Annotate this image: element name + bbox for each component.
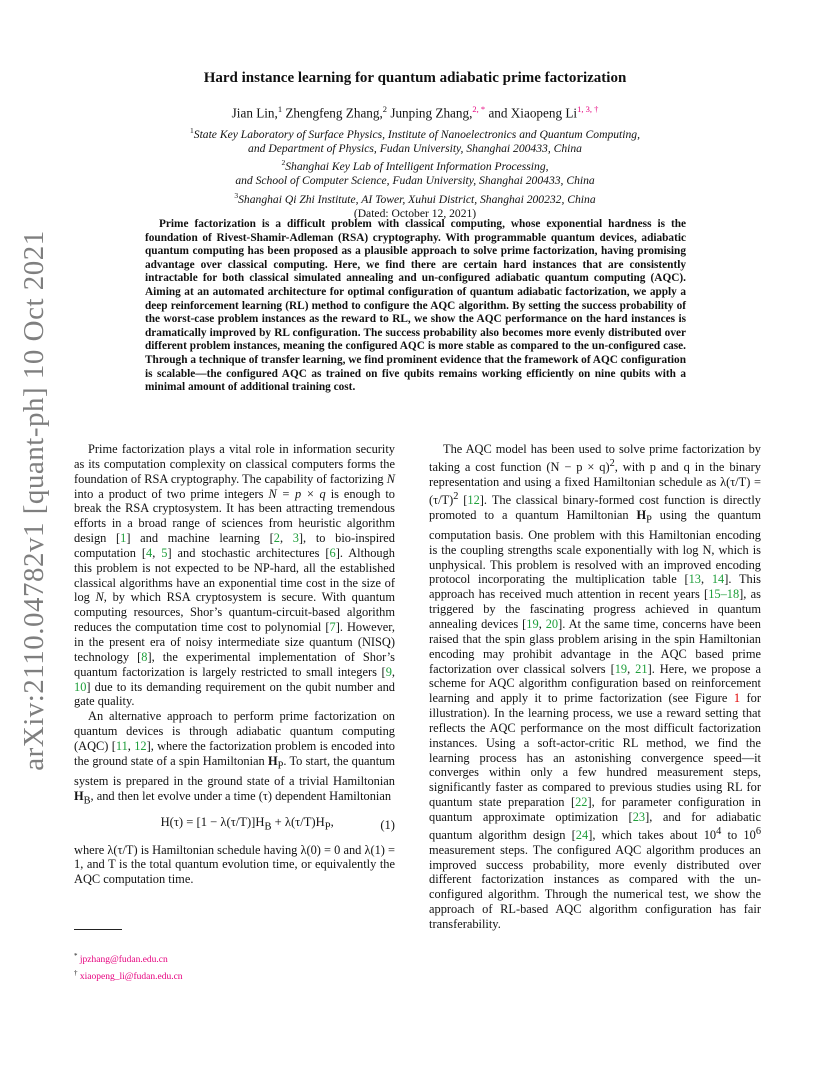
equation-body: $H(\tau) = [1 - \lambda(\tau/T)]H_B + \lambda(\tau/T)H_P$,: [160, 815, 334, 833]
affiliation-marker: 1, 3, †: [577, 104, 599, 114]
email-link[interactable]: xiaopeng_li@fudan.edu.cn: [79, 972, 183, 983]
citation-link[interactable]: 15: [708, 587, 721, 602]
citation-link[interactable]: 3: [292, 531, 299, 546]
citation-link[interactable]: 6: [329, 545, 336, 560]
left-column: [74, 442, 395, 887]
paragraph-schedule: where λ(τ/T) is Hamiltonian schedule having λ(0) = 0 and λ(1) = 1, and T is the total quantum evolution time, or equivalently the AQC computation time.: [74, 842, 395, 887]
citation-link[interactable]: 19: [526, 617, 539, 631]
author-conjunction: and: [488, 105, 508, 121]
affiliation-line: Shanghai Qi Zhi Institute, AI Tower, Xuhui District, Shanghai 200232, China: [238, 192, 596, 206]
paragraph-aqc-approach: An alternative approach to perform prime factorization on quantum devices is through adiabatic quantum computing (AQC) [11, 12], where the factorization problem is encoded into the ground state of a spin Hamiltonian $H_P$. To start, the quantum system is prepared in the ground state of a trivial Hamiltonian $H_B$, and then let evolve under a time (τ) dependent Hamiltonian: [74, 709, 395, 807]
citation-link[interactable]: 11: [115, 738, 128, 753]
affiliation-number: 2: [281, 158, 286, 168]
arxiv-side-label: [12, 229, 56, 771]
affiliation-number: 3: [234, 190, 239, 200]
footnote-marker: †: [74, 969, 78, 978]
citation-link[interactable]: 12: [467, 492, 480, 507]
citation-link[interactable]: 13: [688, 572, 701, 587]
citation-link[interactable]: 9: [385, 664, 392, 679]
abstract: Prime factorization is a difficult problem with classical computing, whose exponential hardness is the foundation of Rivest-Shamir-Adleman (RSA) cryptography. With programmable quantum devices, adiabatic quantum computing has been proposed as a plausible approach to solve prime factorization, having promising advantage over classical computing. Here, we find there are certain hard instances that are consistently intractable for both classical simulated annealing and un-configured adiabatic quantum computing (AQC). Aiming at an automated architecture for optimal configuration of quantum adiabatic factorization, we apply a deep reinforcement learning (RL) method to configure the AQC algorithm. By setting the success probability of the worst-case problem instances as the reward to RL, we show the AQC performance on the hard instances is dramatically improved by RL configuration. The success probability also becomes more evenly distributed over different problem instances, meaning the configured AQC is more stable as compared to the un-configured case. Through a technique of transfer learning, we find prominent evidence that the framework of AQC configuration is scalable—the configured AQC as trained on five qubits remains working efficiently on nine qubits with a minimal amount of additional training cost.: [145, 218, 686, 394]
citation-link[interactable]: 24: [575, 827, 589, 842]
citation-link[interactable]: 7: [329, 620, 336, 635]
author-list: [80, 104, 750, 121]
right-column: [429, 442, 761, 932]
affiliation-line: and Department of Physics, Fudan University, Shanghai 200433, China: [248, 142, 582, 156]
author-name: Junping Zhang,: [390, 105, 473, 121]
affiliation-line: Shanghai Key Lab of Intelligent Information Processing,: [285, 160, 549, 174]
author-name: Xiaopeng Li: [510, 105, 578, 121]
citation-link[interactable]: 10: [74, 679, 87, 694]
affiliation-number: 1: [190, 126, 194, 135]
citation-link[interactable]: 8: [141, 649, 148, 664]
citation-link[interactable]: 21: [635, 661, 648, 676]
equation-1: [74, 815, 395, 835]
paragraph-intro: Prime factorization plays a vital role in information security as its computation complexity on classical computers forms the foundation of RSA cryptography. The capability of factorizing N into a product of two prime integers N = p × q is enough to break the RSA cryptosystem. It has been attracting tremendous efforts in a broad range of sciences from heuristic algorithm design [1] and machine learning [2, 3], to bio-inspired computation [4, 5] and stochastic architectures [6]. Although this problem is not expected to be NP-hard, all the established classical algorithms have an exponential time cost in the size of log N, by which RSA cryptosystem is secure. With quantum computing resources, Shor’s quantum-circuit-based algorithm reduces the computation time cost to polynomial [7]. However, in the present era of noisy intermediate size quantum (NISQ) technology [8], the experimental implementation of Shor’s quantum factorization is largely restricted to small integers [9, 10] due to its demanding requirement on the qubit number and gate quality.: [74, 442, 396, 709]
affiliation-line: and School of Computer Science, Fudan University, Shanghai 200433, China: [235, 174, 595, 188]
paper-title: Hard instance learning for quantum adiabatic prime factorization: [203, 70, 627, 86]
equation-number: (1): [380, 817, 395, 832]
email-link[interactable]: jpzhang@fudan.edu.cn: [79, 955, 168, 966]
figure-link[interactable]: 1: [733, 691, 741, 706]
affiliation-marker: 1: [277, 104, 283, 114]
citation-link[interactable]: 19: [614, 661, 628, 676]
citation-link[interactable]: 23: [632, 809, 646, 824]
arxiv-identifier: arXiv:2110.04782v1 [quant-ph] 10 Oct 2021: [17, 229, 50, 771]
citation-link[interactable]: 1: [120, 531, 127, 546]
footnote-divider: [74, 929, 122, 930]
citation-link[interactable]: 12: [134, 738, 147, 753]
footnote-marker: *: [74, 952, 78, 960]
citation-link[interactable]: 5: [161, 545, 168, 560]
footnotes: [74, 950, 183, 984]
citation-link[interactable]: 22: [575, 795, 588, 810]
citation-link[interactable]: 14: [711, 572, 725, 587]
affiliation-marker: 2, *: [472, 104, 486, 114]
affiliation-line: State Key Laboratory of Surface Physics, Institute of Nanoelectronics and Quantum Computing,: [193, 127, 640, 141]
citation-link[interactable]: 18: [726, 587, 740, 602]
affiliations: [80, 124, 750, 221]
author-name: Zhengfeng Zhang,: [285, 105, 383, 121]
citation-link[interactable]: 20: [545, 617, 559, 631]
citation-link[interactable]: 4: [146, 545, 153, 560]
paragraph-aqc-model: The AQC model has been used to solve prime factorization by taking a cost function $(N - p \times q)^2$, with p and q in the binary representation and using a fixed Hamiltonian schedule as $\lambda(\tau/T) = (\tau/T)^2$ [12]. The classical binary-formed cost function is directly promoted to a quantum Hamiltonian $H_P$ using the quantum computation basis. One problem with this Hamiltonian encoding is the coupling strengths scale exponentially with log N, which is unphysical. This problem is resolved with an improved encoding protocol incorporating the multiplication table [13, 14]. This approach has received much attention in recent years [15–18], as triggered by the fascinating progress achieved in quantum annealing devices [19, 20]. At the same time, concerns have been raised that the spin glass problem arising in the spin Hamiltonian encoding may prohibit advantage in the AQC based prime factorization over classical solvers [19, 21]. Here, we propose a scheme for AQC algorithm configuration based on reinforcement learning and apply it to prime factorization (see Figure 1 for illustration). In the learning process, we use a reward setting that reflects the AQC performance on the most difficult factorization instances. Using a soft-actor-critic RL method, we find the learning process has an astonishing convergence speed—it converges within only a few hundred measurement steps, significantly faster as compared to previous studies using RL for quantum state preparation [22], for parameter configuration in quantum approximate optimization [23], and for adiabatic quantum algorithm design [24], which takes about $10^4$ to $10^6$ measurement steps. The configured AQC algorithm produces an improved success probability, more evenly distributed over different factorization instances as compared with the un-configured algorithm. Through the numerical test, we show the approach of RL-based AQC algorithm configuration has fair transferability.: [429, 442, 762, 931]
dated-line: (Dated: October 12, 2021): [353, 206, 477, 220]
affiliation-marker: 2: [382, 104, 388, 114]
citation-link[interactable]: 2: [273, 531, 280, 546]
author-name: Jian Lin,: [231, 105, 278, 121]
